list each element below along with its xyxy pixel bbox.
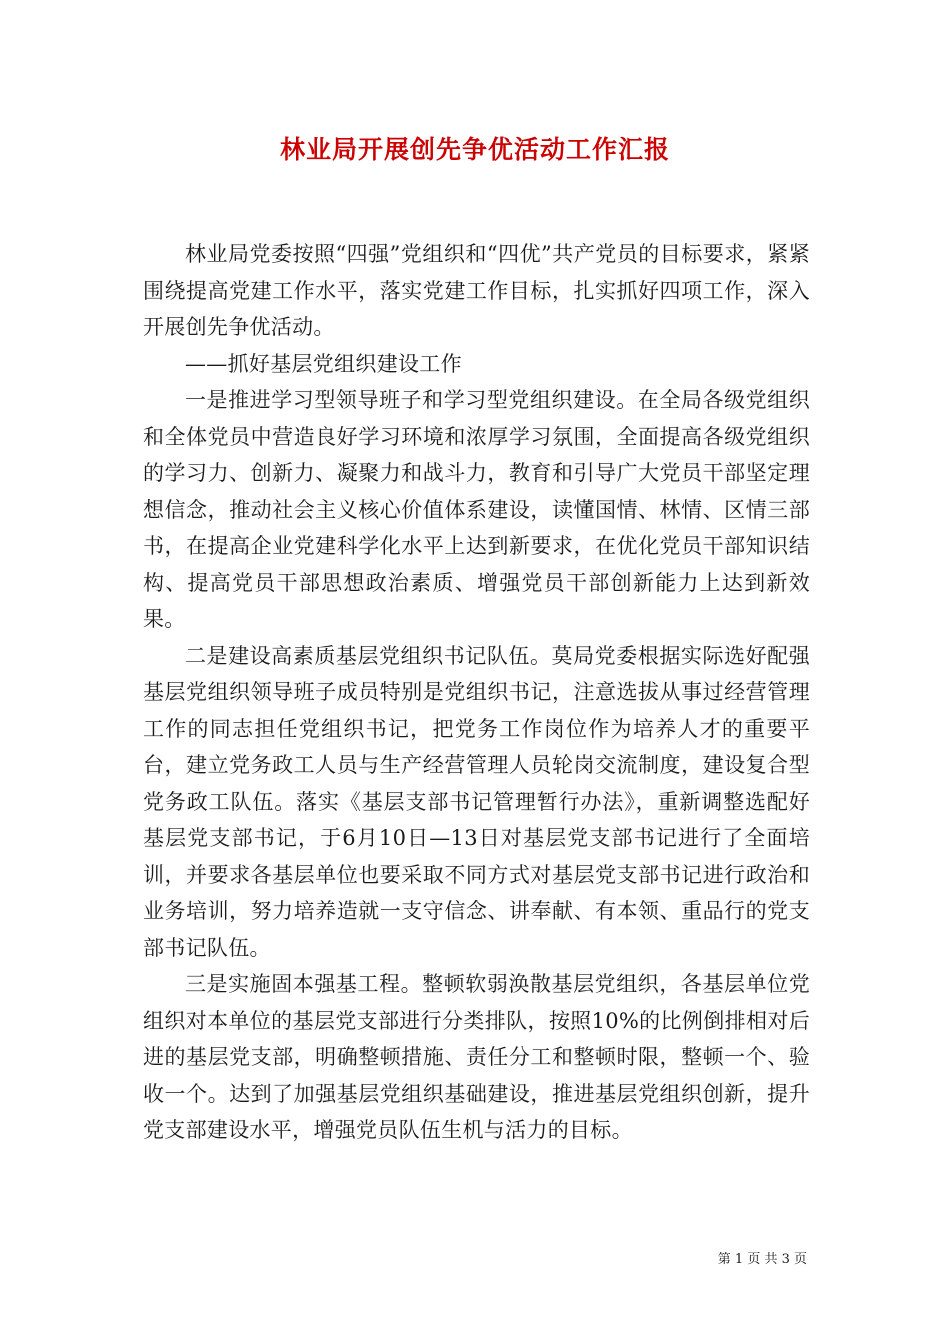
page-number: 第 1 页 共 3 页	[717, 1252, 807, 1267]
paragraph-three: 三是实施固本强基工程。整顿软弱涣散基层党组织，各基层单位党组织对本单位的基层党支部进行分类排队，按照10%的比例倒排相对后进的基层党支部，明确整顿措施、责任分工和整顿时限，整顿一个、验收一个。达到了加强基层党组织基础建设，推进基层党组织创新，提升党支部建设水平，增强党员队伍生机与活力的目标。	[143, 972, 810, 1142]
document-title: 林业局开展创先争优活动工作汇报	[279, 135, 670, 164]
section-heading: ——抓好基层党组织建设工作	[185, 351, 462, 376]
paragraph-one: 一是推进学习型领导班子和学习型党组织建设。在全局各级党组织和全体党员中营造良好学习环境和浓厚学习氛围，全面提高各级党组织的学习力、创新力、凝聚力和战斗力，教育和引导广大党员干部坚定理想信念，推动社会主义核心价值体系建设，读懂国情、林情、区情三部书，在提高企业党建科学化水平上达到新要求，在优化党员干部知识结构、提高党员干部思想政治素质、增强党员干部创新能力上达到新效果。	[143, 388, 810, 631]
paragraph-intro: 林业局党委按照“四强”党组织和“四优”共产党员的目标要求，紧紧围绕提高党建工作水平，落实党建工作目标，扎实抓好四项工作，深入开展创先争优活动。	[143, 242, 810, 339]
paragraph-two: 二是建设高素质基层党组织书记队伍。莫局党委根据实际选好配强基层党组织领导班子成员特别是党组织书记，注意选拔从事过经营管理工作的同志担任党组织书记，把党务工作岗位作为培养人才的重要平台，建立党务政工人员与生产经营管理人员轮岗交流制度，建设复合型党务政工队伍。落实《基层支部书记管理暂行办法》，重新调整选配好基层党支部书记，于6月10日—13日对基层党支部书记进行了全面培训，并要求各基层单位也要采取不同方式对基层党支部书记进行政治和业务培训，努力培养造就一支守信念、讲奉献、有本领、重品行的党支部书记队伍。	[143, 643, 810, 960]
document-body	[143, 236, 810, 1149]
